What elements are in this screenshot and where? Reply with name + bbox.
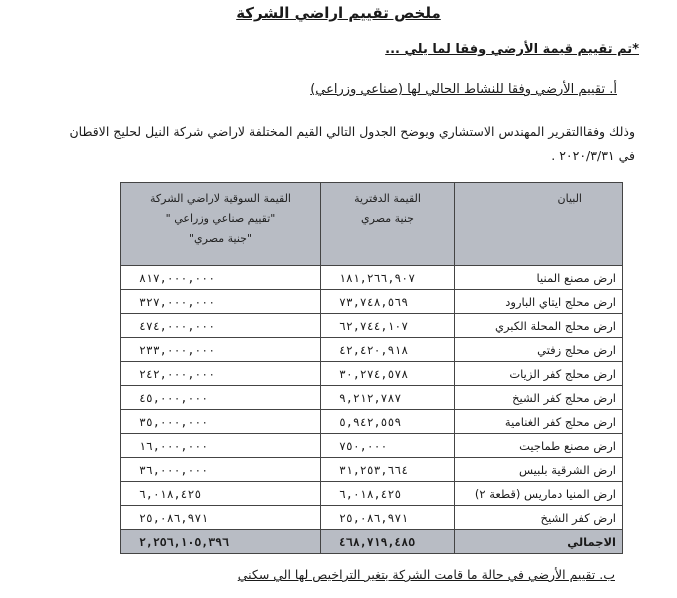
row-market-value: ٢٤٢,٠٠٠,٠٠٠: [121, 362, 321, 386]
row-name: ارض مصنع طماجيت: [455, 434, 623, 458]
total-book-value: ٤٦٨,٧١٩,٤٨٥: [321, 530, 455, 554]
total-label: الاجمالي: [455, 530, 623, 554]
land-valuation-table: [120, 182, 623, 554]
table-row: [121, 266, 623, 290]
table-row: [121, 458, 623, 482]
row-book-value: ٣٠,٢٧٤,٥٧٨: [321, 362, 455, 386]
intro-line: *تم تقييم قيمة الأرضي وفقا لما يلي ...: [385, 42, 639, 57]
table-body: [121, 266, 623, 530]
row-book-value: ٧٥٠,٠٠٠: [321, 434, 455, 458]
row-market-value: ٣٢٧,٠٠٠,٠٠٠: [121, 290, 321, 314]
table-row: [121, 506, 623, 530]
table-row: [121, 362, 623, 386]
row-book-value: ٢٥,٠٨٦,٩٧١: [321, 506, 455, 530]
header-market-line1: القيمة السوقية لاراضي الشركة: [150, 192, 291, 205]
table-row: [121, 410, 623, 434]
table-row: [121, 386, 623, 410]
row-book-value: ٦٢,٧٤٤,١٠٧: [321, 314, 455, 338]
row-name: ارض محلج كفر الغنامية: [455, 410, 623, 434]
header-market-value: [121, 183, 321, 266]
row-book-value: ٣١,٢٥٣,٦٦٤: [321, 458, 455, 482]
row-book-value: ٧٣,٧٤٨,٥٦٩: [321, 290, 455, 314]
header-book-line2: جنية مصري: [361, 212, 414, 225]
row-market-value: ٣٥,٠٠٠,٠٠٠: [121, 410, 321, 434]
total-row: [121, 530, 623, 554]
row-market-value: ١٦,٠٠٠,٠٠٠: [121, 434, 321, 458]
row-name: ارض المنيا دماريس (قطعة ٢): [455, 482, 623, 506]
table-header-row: [121, 183, 623, 266]
header-name: البيان: [455, 183, 623, 266]
header-book-value: [321, 183, 455, 266]
description-paragraph: [35, 120, 635, 168]
table-row: [121, 338, 623, 362]
row-name: ارض محلج زفتي: [455, 338, 623, 362]
row-name: ارض محلج كفر الشيخ: [455, 386, 623, 410]
row-market-value: ٤٥,٠٠٠,٠٠٠: [121, 386, 321, 410]
total-market-value: ٢,٢٥٦,١٠٥,٣٩٦: [121, 530, 321, 554]
row-book-value: ٩,٢١٢,٧٨٧: [321, 386, 455, 410]
row-market-value: ٦,٠١٨,٤٢٥: [121, 482, 321, 506]
row-name: ارض محلج ايتاي البارود: [455, 290, 623, 314]
row-name: ارض مصنع المنيا: [455, 266, 623, 290]
table-row: [121, 482, 623, 506]
table-row: [121, 314, 623, 338]
row-name: ارض محلج المحلة الكبري: [455, 314, 623, 338]
row-market-value: ٢٣٣,٠٠٠,٠٠٠: [121, 338, 321, 362]
row-market-value: ٨١٧,٠٠٠,٠٠٠: [121, 266, 321, 290]
header-market-line2: "تقييم صناعي وزراعي ": [165, 212, 276, 225]
header-market-line3: "جنية مصري": [188, 232, 253, 245]
row-book-value: ٤٢,٤٢٠,٩١٨: [321, 338, 455, 362]
paragraph-line-2: في ٢٠٢٠/٣/٣١ .: [551, 148, 635, 163]
row-market-value: ٤٧٤,٠٠٠,٠٠٠: [121, 314, 321, 338]
row-name: ارض الشرقية بلبيس: [455, 458, 623, 482]
table-row: [121, 434, 623, 458]
header-book-line1: القيمة الدفترية: [354, 192, 421, 205]
section-b-heading: ب. تقييم الأرضي في حالة ما قامت الشركة بتغير التراخيص لها الي سكني: [237, 567, 615, 582]
row-market-value: ٣٦,٠٠٠,٠٠٠: [121, 458, 321, 482]
row-market-value: ٢٥,٠٨٦,٩٧١: [121, 506, 321, 530]
section-a-heading: أ. تقييم الأرضي وفقا للنشاط الحالي لها (صناعي وزراعي): [310, 82, 617, 97]
table-row: [121, 290, 623, 314]
row-book-value: ١٨١,٢٦٦,٩٠٧: [321, 266, 455, 290]
row-name: ارض محلج كفر الزيات: [455, 362, 623, 386]
paragraph-line-1: وذلك وفقاالتقرير المهندس الاستشاري ويوضح الجدول التالي القيم المختلفة لاراضي شركة النيل لحليج الاقطان: [69, 124, 635, 139]
page-title: ملخص تقييم اراضي الشركة: [236, 4, 441, 22]
row-book-value: ٥,٩٤٢,٥٥٩: [321, 410, 455, 434]
row-name: ارض كفر الشيخ: [455, 506, 623, 530]
row-book-value: ٦,٠١٨,٤٢٥: [321, 482, 455, 506]
